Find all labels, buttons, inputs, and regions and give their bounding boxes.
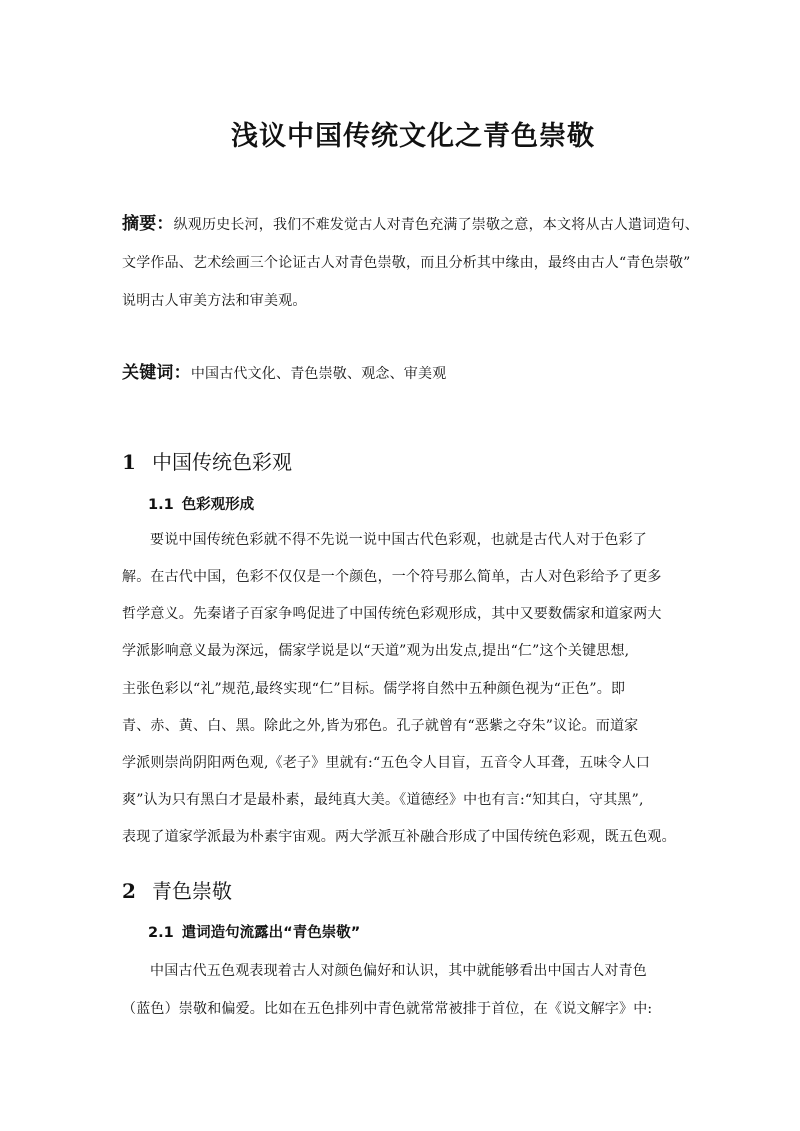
paragraph-line: 解。在古代中国，色彩不仅仅是一个颜色，一个符号那么简单，古人对色彩给予了更多 [122, 569, 662, 585]
subsection-heading-2-1 [148, 921, 360, 942]
abstract-text: 纵观历史长河，我们不难发觉古人对青色充满了崇敬之意，本文将从古人遣词造句、 [173, 217, 700, 233]
subsection-number: 1.1 [148, 497, 174, 513]
abstract-label: 摘要： [122, 214, 174, 234]
subsection-number: 2.1 [148, 925, 174, 941]
paragraph-line: 学派则崇尚阴阳两色观,《老子》里就有:“五色令人目盲，五音令人耳聋，五味令人口 [122, 755, 651, 771]
paragraph-line: 要说中国传统色彩就不得不先说一说中国古代色彩观，也就是古代人对于色彩了 [150, 532, 647, 548]
paragraph-line: 爽”认为只有黑白才是最朴素，最纯真大美。《道德经》中也有言:“知其白，守其黑”, [122, 792, 644, 808]
abstract-line-3: 说明古人审美方法和审美观。 [122, 293, 307, 309]
paragraph-line: 表现了道家学派最为朴素宇宙观。两大学派互补融合形成了中国传统色彩观，既五色观。 [122, 829, 676, 845]
subsection-title: 遣词造句流露出“青色崇敬” [181, 925, 361, 941]
keywords-text: 中国古代文化、青色崇敬、观念、审美观 [190, 366, 447, 382]
section-heading-1 [122, 446, 292, 475]
paragraph-line: 学派影响意义最为深远，儒家学说是以“天道”观为出发点,提出“仁”这个关键思想, [122, 643, 630, 659]
keywords-line [122, 358, 446, 383]
section-heading-2 [122, 875, 232, 904]
paragraph-line: （蓝色）崇敬和偏爱。比如在五色排列中青色就常常被排于首位，在《说文解字》中: [122, 1001, 653, 1017]
section-title: 中国传统色彩观 [152, 450, 292, 474]
keywords-label: 关键词： [122, 363, 191, 383]
document-title: 浅议中国传统文化之青色崇敬 [231, 121, 595, 152]
paragraph-line: 主张色彩以“礼”规范,最终实现“仁”目标。儒学将自然中五种颜色视为“正色”。即 [122, 681, 626, 697]
abstract-line-1 [122, 209, 699, 234]
subsection-heading-1-1 [148, 493, 254, 514]
section-number: 1 [122, 450, 136, 474]
subsection-title: 色彩观形成 [181, 497, 255, 513]
abstract-line-2: 文学作品、艺术绘画三个论证古人对青色崇敬，而且分析其中缘由，最终由古人“青色崇敬” [122, 255, 691, 271]
paragraph-line: 哲学意义。先秦诸子百家争鸣促进了中国传统色彩观形成，其中又要数儒家和道家两大 [122, 606, 662, 622]
paragraph-line: 青、赤、黄、白、黑。除此之外,皆为邪色。孔子就曾有“恶紫之夺朱”议论。而道家 [122, 718, 639, 734]
paragraph-line: 中国古代五色观表现着古人对颜色偏好和认识，其中就能够看出中国古人对青色 [150, 963, 647, 979]
section-title: 青色崇敬 [152, 879, 232, 903]
section-number: 2 [122, 879, 136, 903]
